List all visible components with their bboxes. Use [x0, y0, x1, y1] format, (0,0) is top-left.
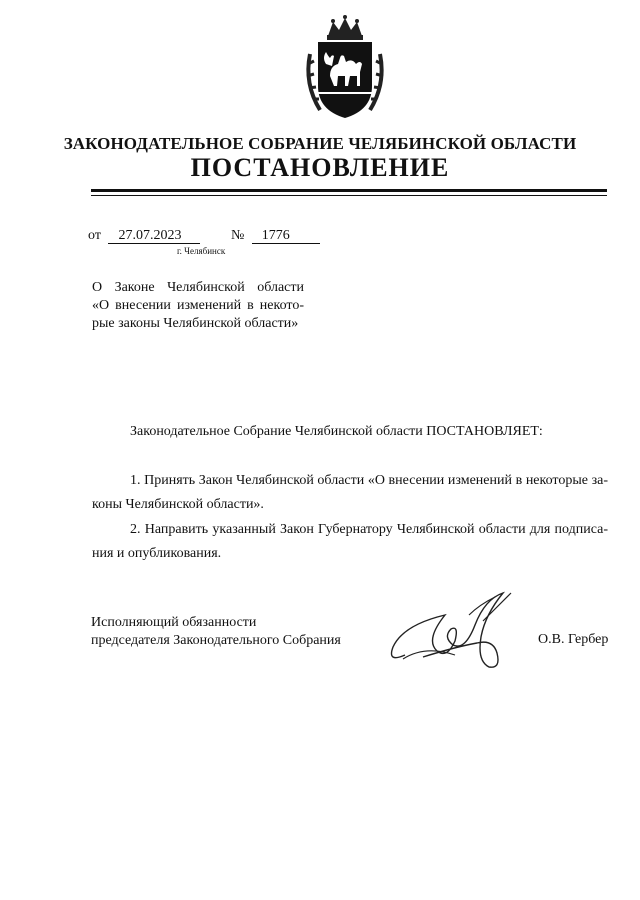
- signer-position-line: Исполняющий обязанности: [91, 615, 257, 630]
- number-label: №: [230, 228, 245, 243]
- number-value: 1776: [252, 228, 320, 244]
- decree-statement: Законодательное Собрание Челябинской области ПОСТАНОВЛЯЕТ:: [130, 424, 543, 439]
- resolution-item: [92, 518, 608, 566]
- header-rule-thin: [91, 195, 607, 196]
- subject-line: О Законе Челябинской области: [92, 280, 304, 295]
- subject-line: рые законы Челябинской области»: [92, 316, 299, 331]
- signer-name: О.В. Гербер: [538, 632, 609, 647]
- date-value: 27.07.2023: [108, 228, 200, 244]
- resolution-line: ния и опубликования.: [92, 546, 222, 561]
- resolution-item: [92, 469, 608, 517]
- signer-position: [91, 614, 341, 650]
- date-label: от: [88, 228, 101, 243]
- resolution-line: коны Челябинской области».: [92, 497, 264, 512]
- document-type-title: ПОСТАНОВЛЕНИЕ: [190, 153, 450, 182]
- resolution-line: 1. Принять Закон Челябинской области «О внесении изменений в некоторые за-: [130, 473, 608, 488]
- signer-position-line: председателя Законодательного Собрания: [91, 633, 341, 648]
- organization-title: ЗАКОНОДАТЕЛЬНОЕ СОБРАНИЕ ЧЕЛЯБИНСКОЙ ОБЛАСТИ: [63, 134, 577, 153]
- subject-line: «О внесении изменений в некото-: [92, 298, 304, 313]
- resolution-line: 2. Направить указанный Закон Губернатору Челябинской области для подписа-: [130, 522, 608, 537]
- subject-block: [92, 279, 304, 333]
- date-number-line: [88, 228, 320, 244]
- handwritten-signature-icon: [385, 585, 535, 675]
- header-rule-thick: [91, 189, 607, 192]
- city-label: г. Челябинск: [177, 246, 226, 256]
- coat-of-arms-icon: [300, 14, 390, 124]
